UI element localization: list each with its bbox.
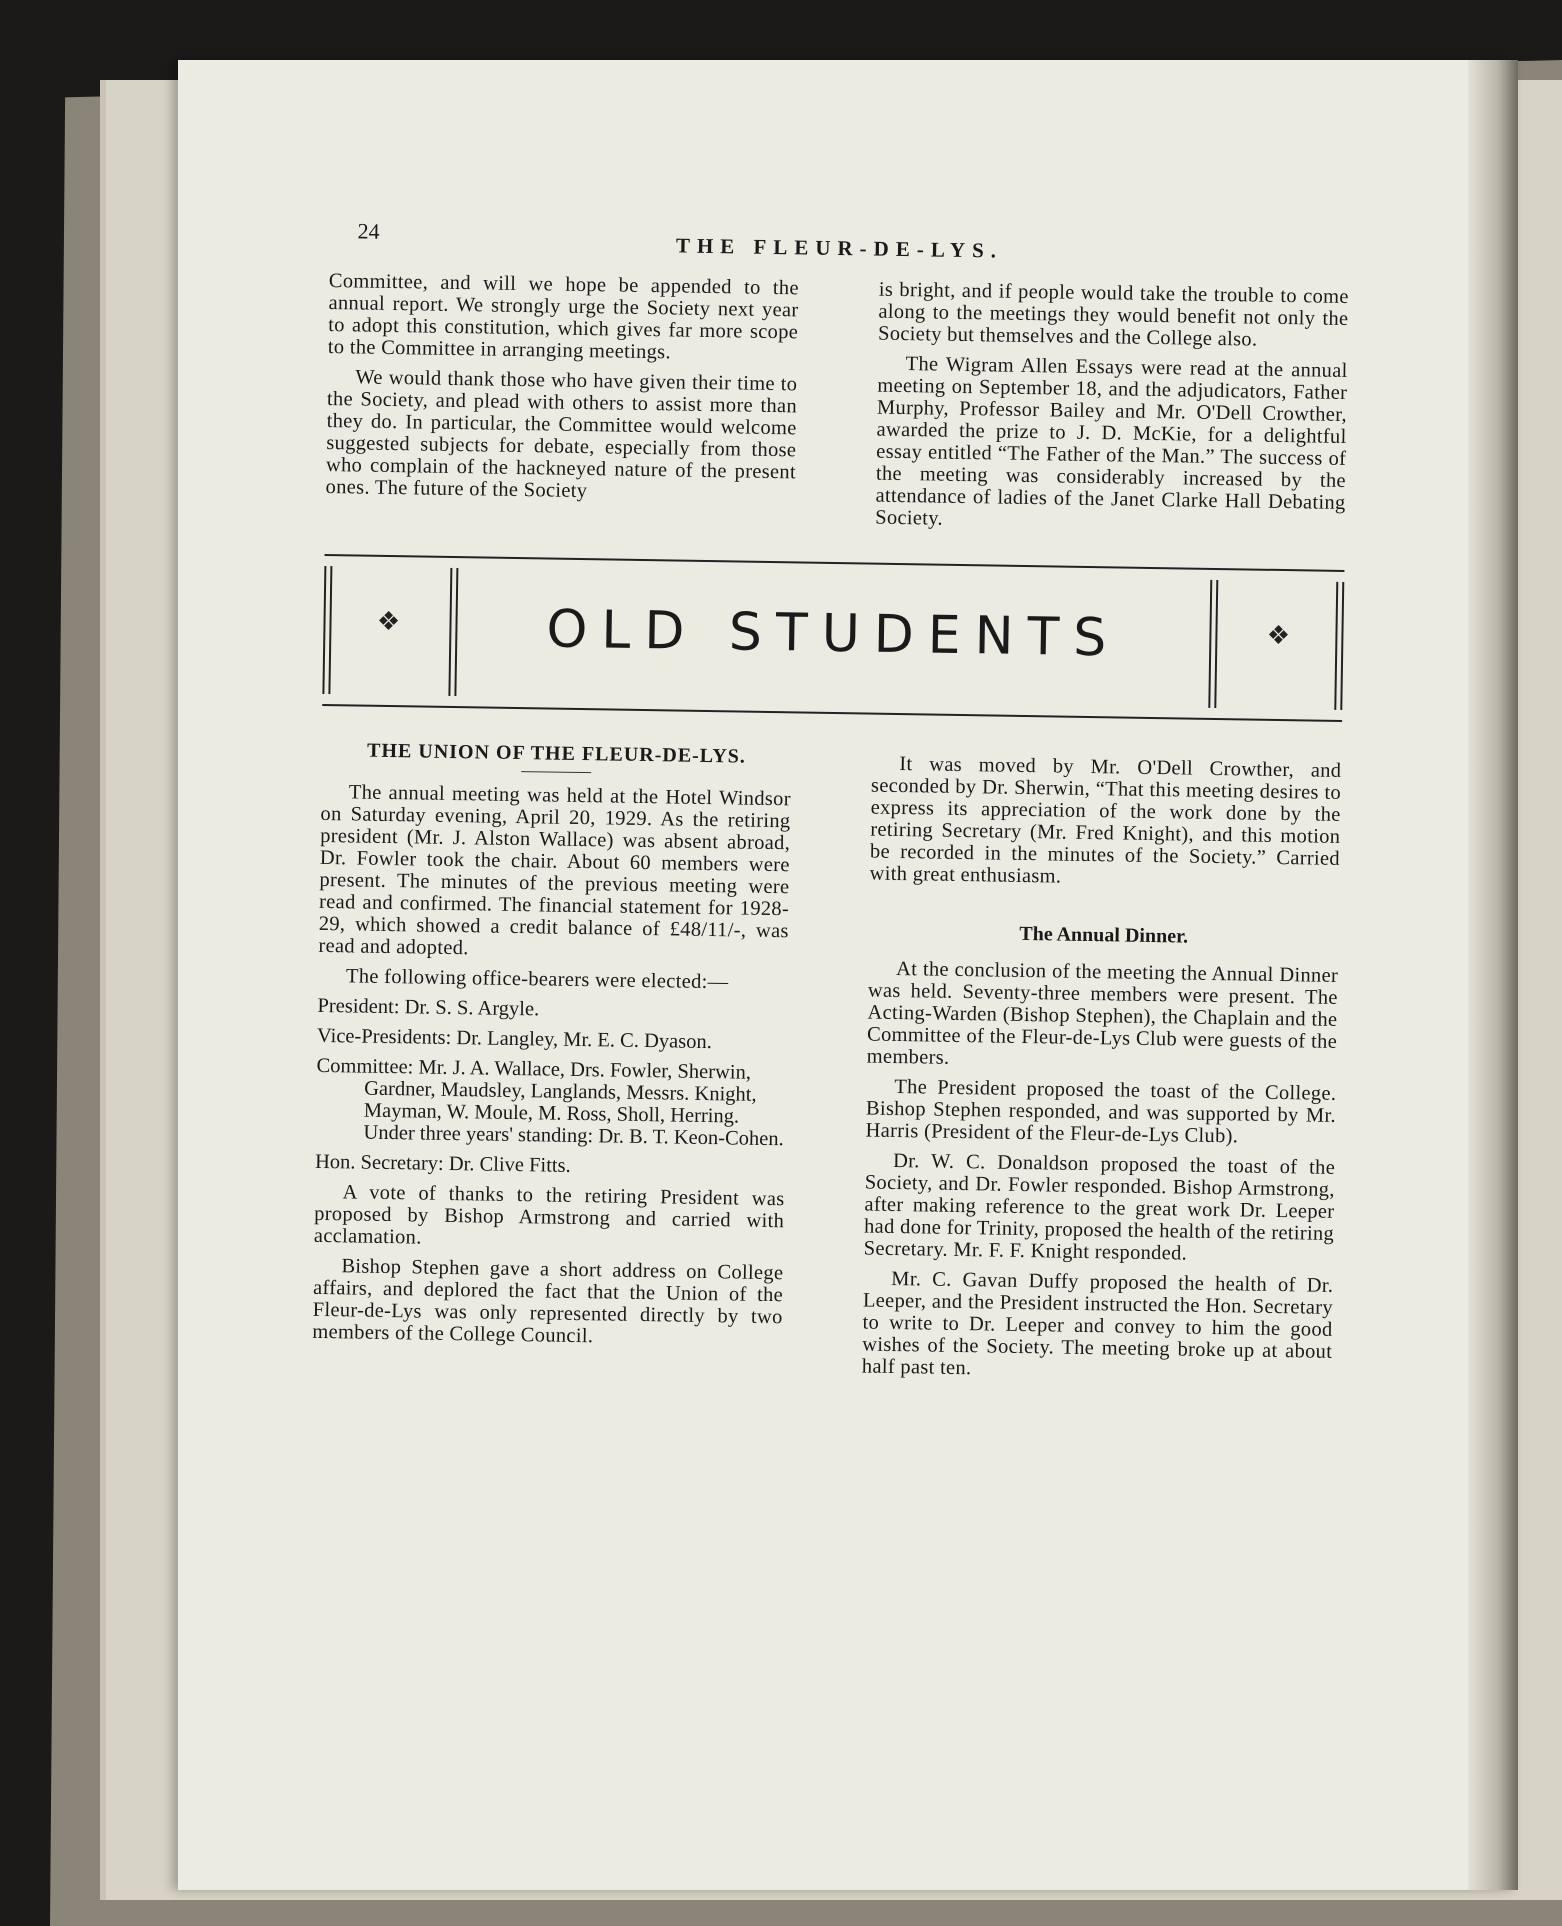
ornamental-rosette-icon: ❖ [376,606,401,637]
list-item: Hon. Secretary: Dr. Clive Fitts. [314,1150,571,1177]
list-item: Committee: Mr. J. A. Wallace, Drs. Fowler, Sherwin, Gardner, Maudsley, Langlands, Messrs. Knight, Mayman, W. Moule, M. Ross, Sholl, Herring. Under three years' standing: Dr. B. T. Keon-Cohen. [316,1054,784,1151]
union-right-column [862,739,1342,1393]
banner-rule [1208,580,1218,708]
union-left-column [312,730,792,1384]
page-number: 24 [357,218,380,244]
paragraph: The Wigram Allen Essays were read at the annual meeting on September 18, and the adjudicators, Father Murphy, Professor Bailey and Mr. O'Dell Crowther, awarded the prize to J. D. McKie, for a delightful essay entitled “The Father of the Man.” The success of the meeting was considerably increased by the attendance of ladies of the Janet Clarke Hall Debating Society. [875,353,1348,530]
running-title: THE FLEUR-DE-LYS. [675,233,1004,263]
paragraph: At the conclusion of the meeting the Annual Dinner was held. Seventy-three members were present. The Acting-Warden (Bishop Stephen), the Chaplain and the Committee of the Fleur-de-Lys Club were guests of the members. [866,957,1339,1069]
banner-rule [448,568,458,696]
ornamental-rosette-icon: ❖ [1266,620,1291,651]
paragraph: A vote of thanks to the retiring President was proposed by Bishop Armstrong and carried with acclamation. [313,1181,785,1249]
top-article [325,270,1349,544]
paragraph: The President proposed the toast of the College. Bishop Stephen responded, and was supported by Mr. Harris (President of the Fleur-de-Lys Club). [865,1075,1337,1148]
article-heading: THE UNION OF THE FLEUR-DE-LYS. [366,739,747,768]
list-item: Vice-Presidents: Dr. Langley, Mr. E. C. Dyason. [316,1024,713,1054]
top-left-column [325,270,799,535]
top-right-column [875,279,1349,544]
paragraph: Dr. W. C. Donaldson proposed the toast of the Society, and Dr. Fowler responded. Bishop Armstrong, after making reference to the great work Dr. Leeper had done for Trinity, proposed the health of the retiring Secretary. Mr. F. F. Knight responded. [863,1149,1336,1265]
paragraph: is bright, and if people would take the trouble to come along to the meetings they would benefit not only the Society but themselves and the College also. [877,278,1349,351]
paragraph: We would thank those who have given their time to the Society, and plead with others to assist more than they do. In particular, the Committee would welcome suggested subjects for debate, especially from those who complain of the hackneyed nature of the present ones. The future of the Society [325,366,798,503]
list-item: President: Dr. S. S. Argyle. [317,994,540,1021]
binding-gutter [1468,60,1518,1890]
paragraph: Committee, and will we hope be appended to the annual report. We strongly urge the Society next year to adopt this constitution, which gives far more scope to the Committee in arranging meetings. [327,269,799,364]
paragraph: It was moved by Mr. O'Dell Crowther, and seconded by Dr. Sherwin, “That this meeting desires to express its appreciation of the work done by the retiring Secretary (Mr. Fred Knight), and this motion be recorded in the minutes of the Society.” Carried with great enthusiasm. [869,753,1342,888]
union-article [312,730,1342,1393]
banner-rule [322,566,332,694]
section-banner [322,554,1344,722]
paragraph: Bishop Stephen gave a short address on College affairs, and deplored the fact that the Union of the Fleur-de-Lys was only represented directly by two members of the College Council. [312,1255,784,1348]
section-title: OLD STUDENTS [546,599,1121,669]
paragraph: The following office-bearers were elected:— [345,965,729,994]
subheading: The Annual Dinner. [1019,922,1189,948]
paragraph: The annual meeting was held at the Hotel Windsor on Saturday evening, April 20, 1929. As the retiring president (Mr. J. Alston Wallace) was absent abroad, Dr. Fowler took the chair. About 60 members were present. The minutes of the previous meeting were read and confirmed. The financial statement for 1928-29, which showed a credit balance of £48/11/-, was read and adopted. [318,781,791,960]
heading-rule [521,771,591,773]
page-content [312,210,1350,1393]
office-bearers-list [315,995,788,1180]
paragraph: Mr. C. Gavan Duffy proposed the health of Dr. Leeper, and the President instructed the Hon. Secretary to write to Dr. Leeper and convey to him the good wishes of the Society. The meeting broke up at about half past ten. [861,1267,1334,1380]
